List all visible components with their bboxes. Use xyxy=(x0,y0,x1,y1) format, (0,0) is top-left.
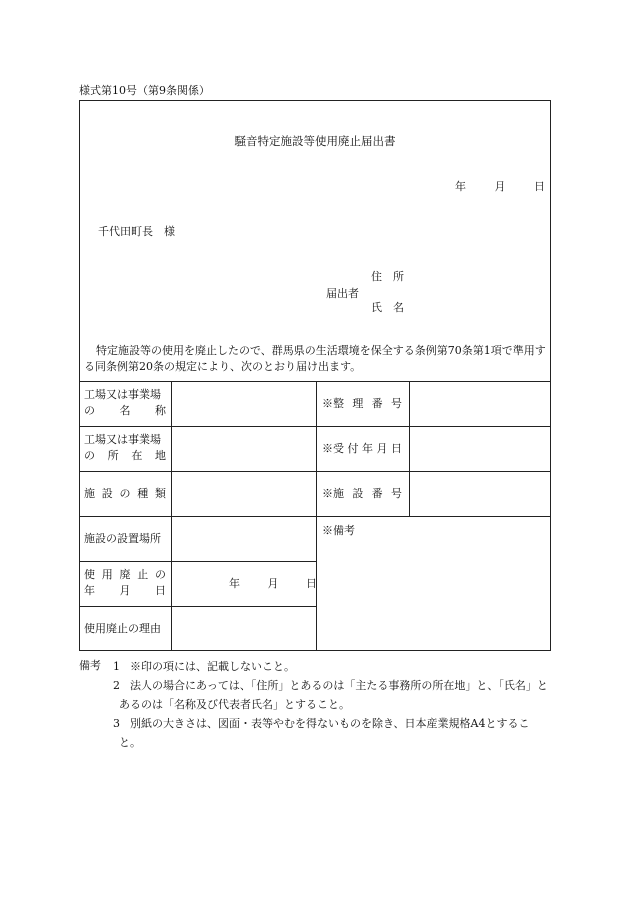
footnotes-heading: 備考 xyxy=(79,659,101,672)
footnote-1-text: ※印の項には、記載しないこと。 xyxy=(130,660,295,673)
notice-text: 特定施設等の使用を廃止したので、群馬県の生活環境を保全する条例第70条第1項で準用する同条例第20条の規定により、次のとおり届け出ます。 xyxy=(84,344,546,373)
char: 年 xyxy=(84,584,95,597)
name-label: 氏 名 xyxy=(371,301,404,314)
char: 号 xyxy=(390,487,402,500)
char: の xyxy=(84,404,95,417)
table-row-divider xyxy=(79,471,551,472)
discontinue-date-label-line1 xyxy=(84,567,166,583)
factory-location-label-line1: 工場又は事業場 xyxy=(84,433,161,446)
table-col-divider xyxy=(316,381,317,651)
table-row-divider xyxy=(79,516,551,517)
char: 名 xyxy=(119,404,131,417)
char: 設 xyxy=(101,487,113,500)
char: 在 xyxy=(131,449,143,462)
char: 地 xyxy=(154,449,166,462)
char: 年 xyxy=(362,442,373,455)
table-top-border xyxy=(79,381,551,382)
table-row-divider xyxy=(79,606,316,607)
char: 用 xyxy=(101,568,113,581)
year-label: 年 xyxy=(229,577,240,590)
char: 施 xyxy=(84,487,95,500)
char: の xyxy=(119,487,131,500)
facility-number-label xyxy=(322,486,402,502)
factory-location-label-line2 xyxy=(84,448,166,464)
address-label: 住 所 xyxy=(371,270,404,283)
table-col-divider xyxy=(171,381,172,651)
footnote-1-num: 1 xyxy=(113,660,120,673)
char: 種 xyxy=(137,487,149,500)
table-row-divider xyxy=(79,561,316,562)
reason-label: 使用廃止の理由 xyxy=(84,622,161,635)
char: 止 xyxy=(137,568,149,581)
factory-name-label-line1: 工場又は事業場 xyxy=(84,388,161,401)
char: 日 xyxy=(391,442,402,455)
applicant-label: 届出者 xyxy=(326,287,359,300)
document-title: 騒音特定施設等使用廃止届出書 xyxy=(234,134,396,148)
char: 廃 xyxy=(119,568,131,581)
month-label: 月 xyxy=(267,577,279,590)
char: の xyxy=(84,449,95,462)
form-number-label: 様式第10号（第9条関係） xyxy=(79,84,210,97)
char: 月 xyxy=(119,584,131,597)
addressee: 千代田町長 様 xyxy=(98,225,175,238)
char: 番 xyxy=(371,397,383,410)
remarks-label: ※備考 xyxy=(322,524,355,537)
reference-number-label xyxy=(322,396,402,412)
char: 付 xyxy=(347,442,359,455)
footnote-2-text: 法人の場合にあっては、「住所」とあるのは「主たる事務所の所在地」と、「氏名」とあるのは「名称及び代表者氏名」とすること。 xyxy=(119,679,548,711)
day-label: 日 xyxy=(306,577,317,590)
discontinue-date-label xyxy=(84,567,166,599)
table-row-divider xyxy=(79,426,551,427)
discontinue-date-label-line2 xyxy=(84,583,166,599)
char: 称 xyxy=(155,404,166,417)
day-label: 日 xyxy=(534,180,545,193)
footnote-3-text: 別紙の大きさは、図面・表等やむを得ないものを除き、日本産業規格A4とすること。 xyxy=(119,717,530,749)
receipt-date-label xyxy=(322,441,402,457)
month-label: 月 xyxy=(494,180,506,193)
char: 番 xyxy=(371,487,383,500)
char: の xyxy=(155,568,166,581)
char: ※受 xyxy=(322,442,344,455)
char: 所 xyxy=(107,449,119,462)
factory-name-label xyxy=(84,387,166,419)
footnote-3-num: 3 xyxy=(113,717,120,730)
char: ※施 xyxy=(322,487,344,500)
discontinue-date-value xyxy=(229,576,317,592)
footnote-2-num: 2 xyxy=(113,679,120,692)
facility-place-label: 施設の設置場所 xyxy=(84,532,161,545)
year-label: 年 xyxy=(455,180,466,193)
char: 理 xyxy=(352,397,364,410)
factory-name-label-line2 xyxy=(84,403,166,419)
char: 号 xyxy=(390,397,402,410)
char: 設 xyxy=(352,487,364,500)
char: 使 xyxy=(84,568,95,581)
char: 日 xyxy=(155,584,166,597)
table-col-divider xyxy=(409,381,410,516)
factory-location-label xyxy=(84,432,166,464)
char: 類 xyxy=(155,487,166,500)
submission-date xyxy=(455,178,545,194)
char: ※整 xyxy=(322,397,344,410)
facility-type-label xyxy=(84,486,166,502)
char: 月 xyxy=(376,442,388,455)
